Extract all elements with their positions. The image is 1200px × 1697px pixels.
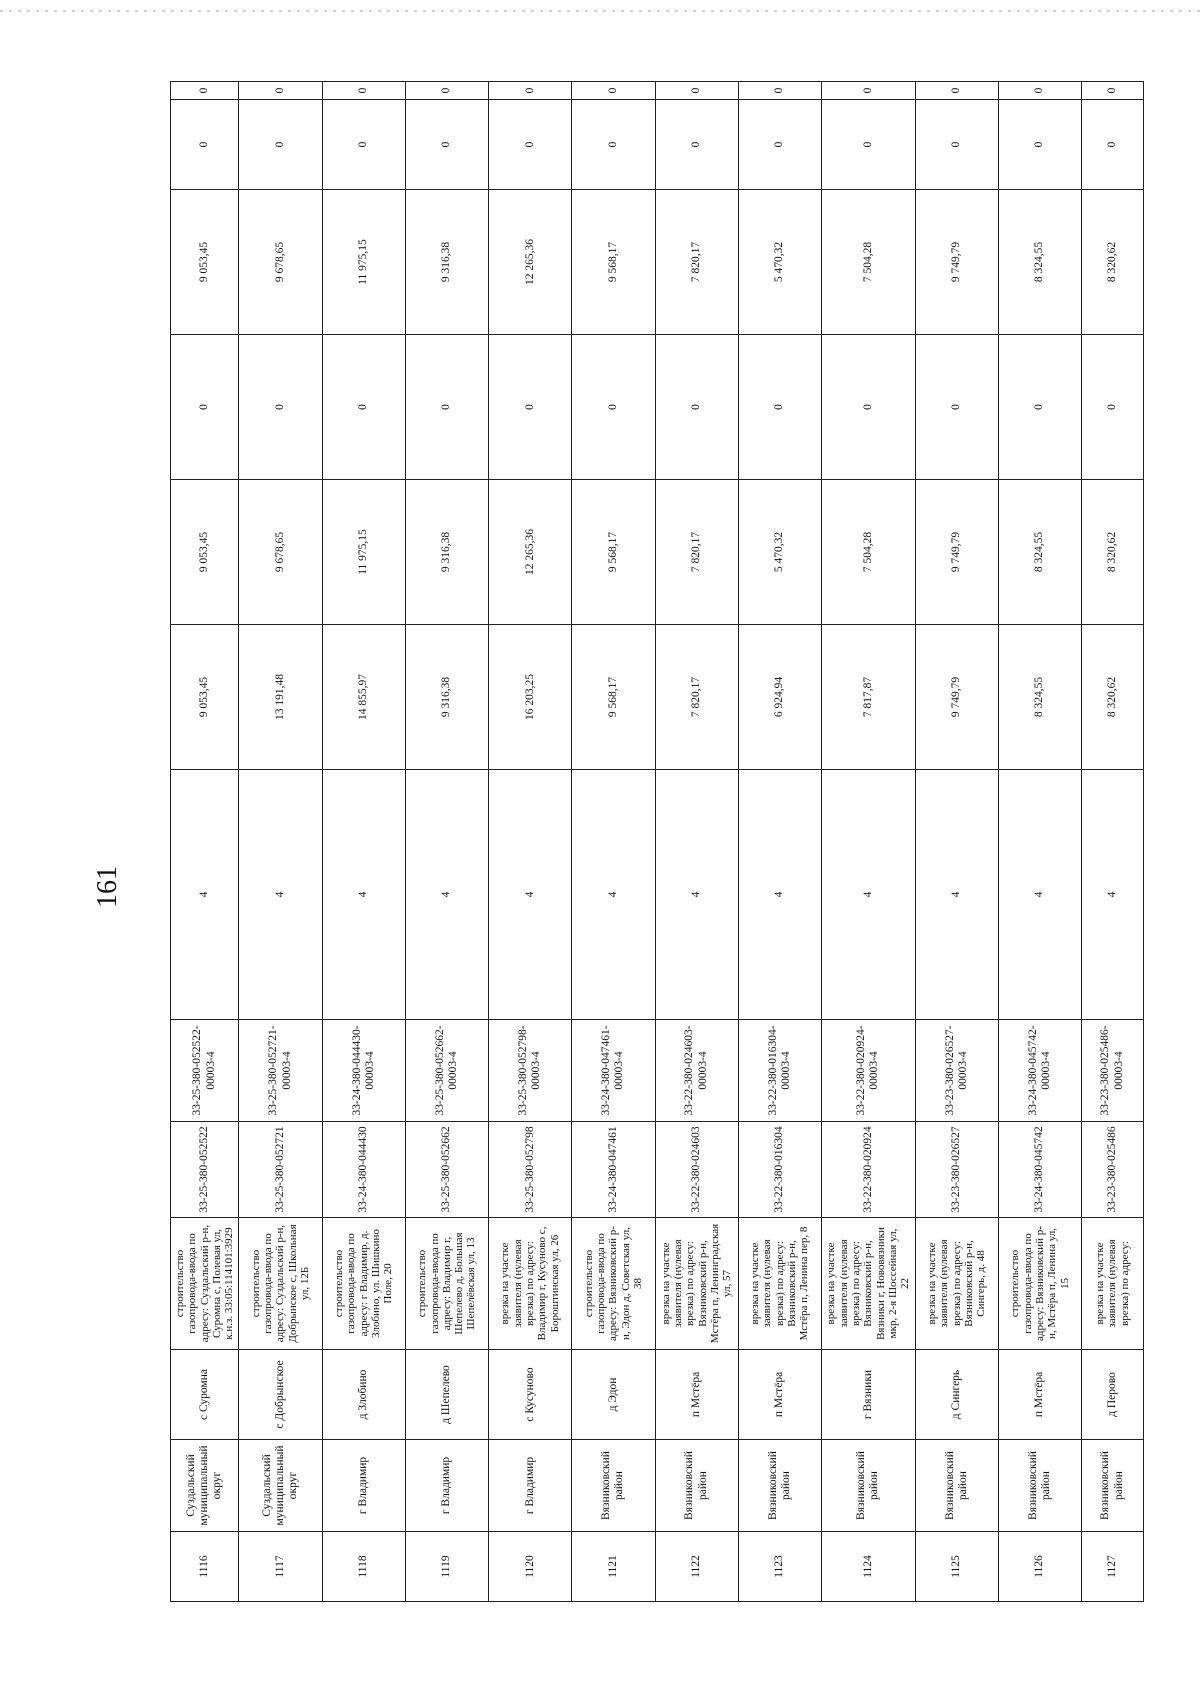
table-wrapper <box>170 82 1144 1602</box>
table-row <box>572 82 655 1602</box>
value-3-cell: 0 <box>171 335 239 480</box>
value-3-cell: 0 <box>322 335 405 480</box>
district-cell: г Владимир <box>405 1440 488 1532</box>
table-row <box>239 82 322 1602</box>
row-number: 1123 <box>738 1532 821 1602</box>
value-2-cell: 7 820,17 <box>655 480 738 625</box>
value-3-cell: 0 <box>1082 335 1144 480</box>
category-cell: 4 <box>915 770 998 1020</box>
row-number: 1120 <box>489 1532 572 1602</box>
district-cell: Вязниковский район <box>572 1440 655 1532</box>
value-1-cell: 16 203,25 <box>489 625 572 770</box>
settlement-cell: с Добрынское <box>239 1350 322 1440</box>
settlement-cell: д Эдон <box>572 1350 655 1440</box>
district-cell: Вязниковский район <box>738 1440 821 1532</box>
district-cell: Вязниковский район <box>915 1440 998 1532</box>
category-cell: 4 <box>171 770 239 1020</box>
object-description-cell: врезка на участке заявителя (нулевая врезка) по адресу: Вязниковский р-н, Вязники г, Нововязники мкр, 2-я Шоссейная ул, 22 <box>822 1218 916 1350</box>
district-cell: Вязниковский район <box>655 1440 738 1532</box>
value-4-cell: 9 678,65 <box>239 190 322 335</box>
category-cell: 4 <box>655 770 738 1020</box>
object-description-cell: врезка на участке заявителя (нулевая врезка) по адресу: <box>1082 1218 1144 1350</box>
code-cell: 33-25-380-052798 <box>489 1122 572 1218</box>
value-1-cell: 9 568,17 <box>572 625 655 770</box>
value-3-cell: 0 <box>738 335 821 480</box>
object-description-cell: врезка на участке заявителя (нулевая врезка) по адресу: Вязниковский р-н, Мстёра п, Ленина пер, 8 <box>738 1218 821 1350</box>
value-4-cell: 5 470,32 <box>738 190 821 335</box>
table-row <box>322 82 405 1602</box>
value-5-cell: 0 <box>489 100 572 190</box>
table-row <box>655 82 738 1602</box>
district-cell: Вязниковский район <box>1082 1440 1144 1532</box>
row-number: 1119 <box>405 1532 488 1602</box>
value-5-cell: 0 <box>822 100 916 190</box>
scan-top-edge <box>0 10 1200 12</box>
value-6-cell: 0 <box>171 82 239 100</box>
value-4-cell: 8 324,55 <box>998 190 1081 335</box>
value-1-cell: 8 320,62 <box>1082 625 1144 770</box>
value-1-cell: 9 749,79 <box>915 625 998 770</box>
object-description-cell: врезка на участке заявителя (нулевая врезка) по адресу: Владимир г, Кусуново с, Бороштинская ул, 26 <box>489 1218 572 1350</box>
value-4-cell: 9 316,38 <box>405 190 488 335</box>
full-code-cell: 33-25-380-052798-00003-4 <box>489 1020 572 1122</box>
value-2-cell: 9 568,17 <box>572 480 655 625</box>
full-code-cell: 33-23-380-026527-00003-4 <box>915 1020 998 1122</box>
full-code-cell: 33-22-380-016304-00003-4 <box>738 1020 821 1122</box>
page-number: 161 <box>92 866 123 908</box>
full-code-cell: 33-25-380-052522-00003-4 <box>171 1020 239 1122</box>
full-code-cell: 33-25-380-052721-00003-4 <box>239 1020 322 1122</box>
value-2-cell: 8 320,62 <box>1082 480 1144 625</box>
settlement-cell: г Вязники <box>822 1350 916 1440</box>
code-cell: 33-24-380-044430 <box>322 1122 405 1218</box>
value-3-cell: 0 <box>405 335 488 480</box>
settlement-cell: п Мстёра <box>738 1350 821 1440</box>
settlement-cell: с Суромна <box>171 1350 239 1440</box>
value-2-cell: 8 324,55 <box>998 480 1081 625</box>
value-6-cell: 0 <box>998 82 1081 100</box>
table-row <box>822 82 916 1602</box>
value-5-cell: 0 <box>405 100 488 190</box>
table-row <box>738 82 821 1602</box>
object-description-cell: строительство газопровода-ввода по адресу: Вязниковский р-н, Мстёра п, Ленина ул, 15 <box>998 1218 1081 1350</box>
settlement-cell: д Перово <box>1082 1350 1144 1440</box>
value-4-cell: 9 749,79 <box>915 190 998 335</box>
full-code-cell: 33-24-380-044430-00003-4 <box>322 1020 405 1122</box>
value-2-cell: 9 053,45 <box>171 480 239 625</box>
object-description-cell: строительство газопровода-ввода по адресу: Вязниковский р-н, Эдон д, Советская ул, 38 <box>572 1218 655 1350</box>
value-3-cell: 0 <box>998 335 1081 480</box>
value-2-cell: 5 470,32 <box>738 480 821 625</box>
row-number: 1116 <box>171 1532 239 1602</box>
value-2-cell: 11 975,15 <box>322 480 405 625</box>
value-3-cell: 0 <box>822 335 916 480</box>
value-6-cell: 0 <box>822 82 916 100</box>
category-cell: 4 <box>489 770 572 1020</box>
code-cell: 33-25-380-052662 <box>405 1122 488 1218</box>
category-cell: 4 <box>239 770 322 1020</box>
row-number: 1121 <box>572 1532 655 1602</box>
row-number: 1125 <box>915 1532 998 1602</box>
value-5-cell: 0 <box>738 100 821 190</box>
value-2-cell: 9 678,65 <box>239 480 322 625</box>
category-cell: 4 <box>405 770 488 1020</box>
row-number: 1118 <box>322 1532 405 1602</box>
value-6-cell: 0 <box>738 82 821 100</box>
full-code-cell: 33-23-380-025486-00003-4 <box>1082 1020 1144 1122</box>
value-4-cell: 12 265,36 <box>489 190 572 335</box>
object-description-cell: строительство газопровода-ввода по адресу: Суздальский р-н, Суромна с, Полевая ул, к.н.з. 33:05:114101:3929 <box>171 1218 239 1350</box>
full-code-cell: 33-24-380-047461-00003-4 <box>572 1020 655 1122</box>
district-cell: Вязниковский район <box>822 1440 916 1532</box>
settlement-cell: п Мстёра <box>998 1350 1081 1440</box>
value-1-cell: 14 855,97 <box>322 625 405 770</box>
value-3-cell: 0 <box>572 335 655 480</box>
value-1-cell: 9 053,45 <box>171 625 239 770</box>
table-body <box>171 82 1144 1602</box>
value-5-cell: 0 <box>572 100 655 190</box>
full-code-cell: 33-22-380-024603-00003-4 <box>655 1020 738 1122</box>
settlement-cell: д Шепелево <box>405 1350 488 1440</box>
value-6-cell: 0 <box>1082 82 1144 100</box>
code-cell: 33-23-380-026527 <box>915 1122 998 1218</box>
value-5-cell: 0 <box>171 100 239 190</box>
value-5-cell: 0 <box>1082 100 1144 190</box>
value-1-cell: 8 324,55 <box>998 625 1081 770</box>
row-number: 1124 <box>822 1532 916 1602</box>
full-code-cell: 33-22-380-020924-00003-4 <box>822 1020 916 1122</box>
value-1-cell: 7 817,87 <box>822 625 916 770</box>
table-row <box>405 82 488 1602</box>
object-description-cell: строительство газопровода-ввода по адресу: г Владимир, д. Злобино, ул. Шишкино Поле, 20 <box>322 1218 405 1350</box>
value-6-cell: 0 <box>239 82 322 100</box>
value-5-cell: 0 <box>239 100 322 190</box>
value-3-cell: 0 <box>489 335 572 480</box>
settlement-cell: д Сингерь <box>915 1350 998 1440</box>
table-row <box>1082 82 1144 1602</box>
table-row <box>171 82 239 1602</box>
value-4-cell: 7 820,17 <box>655 190 738 335</box>
value-1-cell: 7 820,17 <box>655 625 738 770</box>
object-description-cell: врезка на участке заявителя (нулевая врезка) по адресу: Вязниковский р-н, Мстёра п, Ленинградская ул, 57 <box>655 1218 738 1350</box>
value-1-cell: 6 924,94 <box>738 625 821 770</box>
value-3-cell: 0 <box>915 335 998 480</box>
value-5-cell: 0 <box>998 100 1081 190</box>
value-2-cell: 7 504,28 <box>822 480 916 625</box>
value-3-cell: 0 <box>655 335 738 480</box>
object-description-cell: строительство газопровода-ввода по адресу: Владимир г, Шепелево д, Большая Шепелёвская ул, 13 <box>405 1218 488 1350</box>
table-row <box>489 82 572 1602</box>
value-6-cell: 0 <box>405 82 488 100</box>
category-cell: 4 <box>998 770 1081 1020</box>
value-4-cell: 11 975,15 <box>322 190 405 335</box>
object-description-cell: врезка на участке заявителя (нулевая врезка) по адресу: Вязниковский р-н, Сингерь, д. 48 <box>915 1218 998 1350</box>
code-cell: 33-23-380-025486 <box>1082 1122 1144 1218</box>
value-4-cell: 7 504,28 <box>822 190 916 335</box>
full-code-cell: 33-25-380-052662-00003-4 <box>405 1020 488 1122</box>
district-cell: Суздальский муниципальный округ <box>171 1440 239 1532</box>
district-cell: Вязниковский район <box>998 1440 1081 1532</box>
value-6-cell: 0 <box>655 82 738 100</box>
data-table <box>170 81 1144 1602</box>
value-4-cell: 8 320,62 <box>1082 190 1144 335</box>
value-4-cell: 9 053,45 <box>171 190 239 335</box>
district-cell: г Владимир <box>489 1440 572 1532</box>
value-6-cell: 0 <box>489 82 572 100</box>
value-6-cell: 0 <box>322 82 405 100</box>
value-2-cell: 12 265,36 <box>489 480 572 625</box>
settlement-cell: п Мстёра <box>655 1350 738 1440</box>
code-cell: 33-22-380-016304 <box>738 1122 821 1218</box>
district-cell: Суздальский муниципальный округ <box>239 1440 322 1532</box>
category-cell: 4 <box>572 770 655 1020</box>
code-cell: 33-22-380-024603 <box>655 1122 738 1218</box>
category-cell: 4 <box>322 770 405 1020</box>
row-number: 1117 <box>239 1532 322 1602</box>
code-cell: 33-25-380-052522 <box>171 1122 239 1218</box>
value-5-cell: 0 <box>915 100 998 190</box>
code-cell: 33-22-380-020924 <box>822 1122 916 1218</box>
category-cell: 4 <box>1082 770 1144 1020</box>
object-description-cell: строительство газопровода-ввода по адресу: Суздальский р-н, Добрынское с, Школьная ул, 12Б <box>239 1218 322 1350</box>
code-cell: 33-24-380-047461 <box>572 1122 655 1218</box>
settlement-cell: д Злобино <box>322 1350 405 1440</box>
row-number: 1126 <box>998 1532 1081 1602</box>
code-cell: 33-25-380-052721 <box>239 1122 322 1218</box>
value-1-cell: 13 191,48 <box>239 625 322 770</box>
code-cell: 33-24-380-045742 <box>998 1122 1081 1218</box>
value-4-cell: 9 568,17 <box>572 190 655 335</box>
value-3-cell: 0 <box>239 335 322 480</box>
value-1-cell: 9 316,38 <box>405 625 488 770</box>
value-5-cell: 0 <box>655 100 738 190</box>
row-number: 1127 <box>1082 1532 1144 1602</box>
settlement-cell: с Кусуново <box>489 1350 572 1440</box>
value-6-cell: 0 <box>915 82 998 100</box>
value-5-cell: 0 <box>322 100 405 190</box>
table-row <box>915 82 998 1602</box>
table-row <box>998 82 1081 1602</box>
value-2-cell: 9 316,38 <box>405 480 488 625</box>
value-6-cell: 0 <box>572 82 655 100</box>
full-code-cell: 33-24-380-045742-00003-4 <box>998 1020 1081 1122</box>
category-cell: 4 <box>738 770 821 1020</box>
category-cell: 4 <box>822 770 916 1020</box>
district-cell: г Владимир <box>322 1440 405 1532</box>
value-2-cell: 9 749,79 <box>915 480 998 625</box>
row-number: 1122 <box>655 1532 738 1602</box>
